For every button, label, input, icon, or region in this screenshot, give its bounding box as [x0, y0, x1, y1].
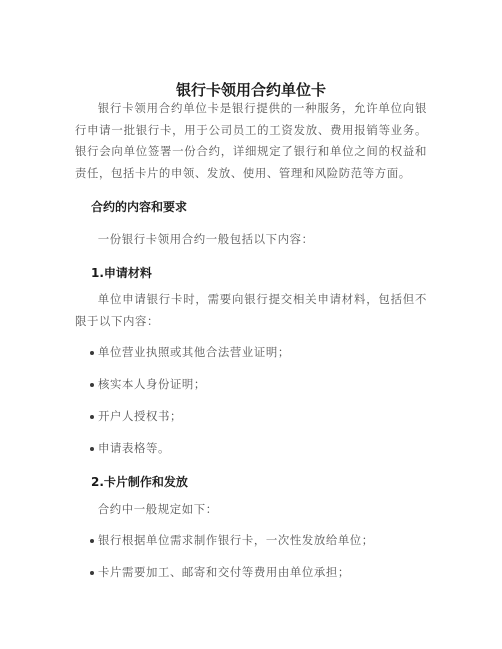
bullet-icon: [90, 447, 94, 451]
s1-paragraph: 单位申请银行卡时，需要向银行提交相关申请材料，包括但不限于以下内容：: [75, 292, 427, 328]
list-item: 申请表格等。: [90, 440, 430, 456]
bullet-icon: [90, 415, 94, 419]
bullet-icon: [90, 351, 94, 355]
list-item: 银行根据单位需求制作银行卡，一次性发放给单位；: [90, 532, 430, 548]
section-intro: 一份银行卡领用合约一般包括以下内容：: [97, 232, 314, 246]
bullet-icon: [90, 539, 94, 543]
s2-paragraph: 合约中一般规定如下：: [97, 502, 218, 516]
document-title: 银行卡领用合约单位卡: [175, 81, 326, 99]
bullet-icon: [90, 383, 94, 387]
section-heading: 合约的内容和要求: [91, 200, 188, 214]
list-item: 核实本人身份证明；: [90, 376, 430, 392]
list-item: 卡片需要加工、邮寄和交付等费用由单位承担；: [90, 564, 430, 580]
intro-paragraph: 银行卡领用合约单位卡是银行提供的一种服务，允许单位向银行申请一批银行卡，用于公司员工的工资发放、费用报销等业务。银行会向单位签署一份合约，详细规定了银行和单位之间的权益和责任，包括卡片的申领、发放、使用、管理和风险防范等方面。: [75, 101, 427, 180]
bullet-icon: [90, 571, 94, 575]
list-item: 开户人授权书；: [90, 408, 430, 424]
s1-heading: 1.申请材料: [91, 266, 152, 280]
list-item: 单位营业执照或其他合法营业证明；: [90, 344, 430, 360]
s2-heading: 2.卡片制作和发放: [91, 475, 188, 489]
